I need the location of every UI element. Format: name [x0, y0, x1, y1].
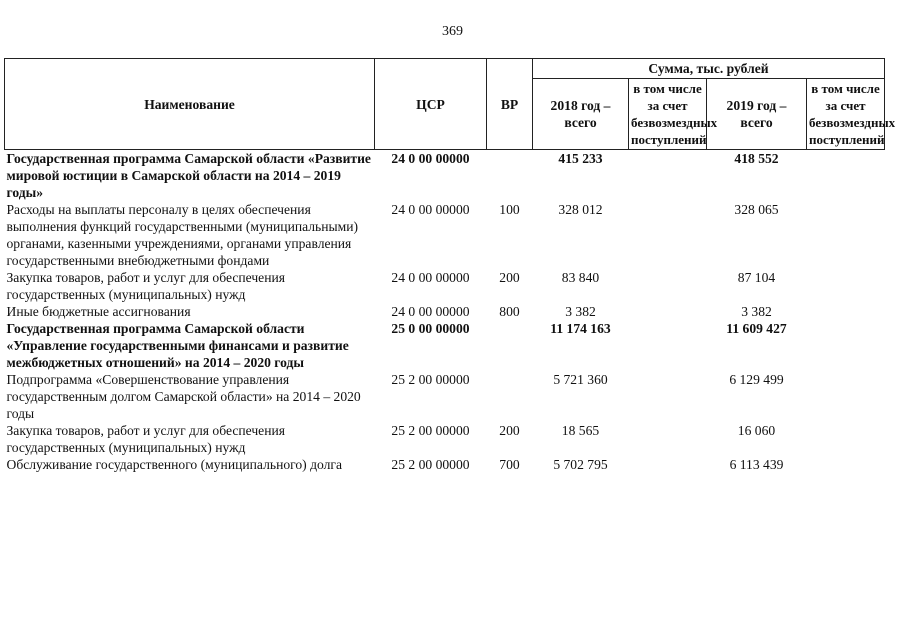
- row-vr: [487, 150, 533, 202]
- header-2019-total: 2019 год – всего: [707, 79, 807, 150]
- row-2018: 3 382: [565, 304, 596, 319]
- table-row: [5, 150, 885, 202]
- row-vr: 100: [499, 202, 520, 217]
- row-2019-grants: [807, 422, 885, 456]
- row-2018-grants: [629, 303, 707, 320]
- row-2019: 11 609 427: [726, 321, 787, 336]
- row-vr: [487, 371, 533, 422]
- row-2019-grants: [807, 303, 885, 320]
- header-vr: ВР: [487, 59, 533, 150]
- table-row: [5, 371, 885, 422]
- row-csr: 25 2 00 00000: [391, 457, 470, 472]
- row-vr: 700: [499, 457, 520, 472]
- row-2018: 18 565: [561, 423, 600, 438]
- row-2018-grants: [629, 150, 707, 202]
- table-row: [5, 320, 885, 371]
- row-name: Расходы на выплаты персоналу в целях обеспечения выполнения функций государственными (муниципальными) органами, казенными учреждениями, органами управления государственными внебюджетными фондами: [6, 202, 359, 268]
- row-name: Государственная программа Самарской области «Управление государственными финансами и развитие межбюджетных отношений» на 2014 – 2020 годы: [6, 321, 349, 370]
- table-row: [5, 201, 885, 269]
- row-name: Подпрограмма «Совершенствование управления государственным долгом Самарской области» на 2014 – 2020 годы: [6, 372, 361, 421]
- header-2018-grants: в том числе за счет безвозмездных поступлений: [629, 79, 707, 150]
- row-2019: 6 113 439: [729, 457, 784, 472]
- row-2018: 415 233: [558, 151, 603, 166]
- row-2019-grants: [807, 201, 885, 269]
- table-row: [5, 269, 885, 303]
- row-vr: 200: [499, 423, 520, 438]
- row-2018-grants: [629, 320, 707, 371]
- row-name: Иные бюджетные ассигнования: [6, 304, 191, 319]
- row-vr: [487, 320, 533, 371]
- row-2018: 5 702 795: [553, 457, 608, 472]
- row-2019-grants: [807, 371, 885, 422]
- row-2018: 328 012: [558, 202, 603, 217]
- page-number: 369: [442, 24, 463, 39]
- header-name: Наименование: [5, 59, 375, 150]
- row-name: Государственная программа Самарской области «Развитие мировой юстиции в Самарской области на 2014 – 2019 годы»: [6, 151, 371, 200]
- row-name: Закупка товаров, работ и услуг для обеспечения государственных (муниципальных) нужд: [6, 423, 285, 455]
- row-2019: 87 104: [737, 270, 776, 285]
- row-csr: 25 0 00 00000: [391, 321, 470, 336]
- row-2018: 83 840: [561, 270, 600, 285]
- budget-table: [4, 58, 896, 473]
- row-2018-grants: [629, 371, 707, 422]
- row-csr: 25 2 00 00000: [391, 372, 470, 387]
- row-2019: 418 552: [734, 151, 779, 166]
- row-csr: 25 2 00 00000: [391, 423, 470, 438]
- row-2019-grants: [807, 269, 885, 303]
- row-2019: 3 382: [741, 304, 772, 319]
- row-2019: 328 065: [734, 202, 779, 217]
- table-row: [5, 303, 885, 320]
- header-csr: ЦСР: [375, 59, 487, 150]
- row-2018-grants: [629, 201, 707, 269]
- row-2019-grants: [807, 150, 885, 202]
- row-2018: 5 721 360: [553, 372, 608, 387]
- header-2019-grants: в том числе за счет безвозмездных поступлений: [807, 79, 885, 150]
- row-csr: 24 0 00 00000: [391, 202, 470, 217]
- row-2019: 6 129 499: [729, 372, 784, 387]
- row-vr: 800: [499, 304, 520, 319]
- row-2019-grants: [807, 320, 885, 371]
- row-2018-grants: [629, 422, 707, 456]
- row-name: Закупка товаров, работ и услуг для обеспечения государственных (муниципальных) нужд: [6, 270, 285, 302]
- row-2018: 11 174 163: [550, 321, 611, 336]
- table-row: [5, 422, 885, 456]
- header-2018-total: 2018 год – всего: [533, 79, 629, 150]
- row-csr: 24 0 00 00000: [391, 304, 470, 319]
- row-2019-grants: [807, 456, 885, 473]
- row-2018-grants: [629, 269, 707, 303]
- table-row: [5, 456, 885, 473]
- row-csr: 24 0 00 00000: [391, 151, 470, 166]
- row-name: Обслуживание государственного (муниципального) долга: [6, 457, 343, 472]
- row-csr: 24 0 00 00000: [391, 270, 470, 285]
- row-2018-grants: [629, 456, 707, 473]
- header-sum-group: Сумма, тыс. рублей: [533, 59, 885, 79]
- row-vr: 200: [499, 270, 520, 285]
- row-2019: 16 060: [737, 423, 776, 438]
